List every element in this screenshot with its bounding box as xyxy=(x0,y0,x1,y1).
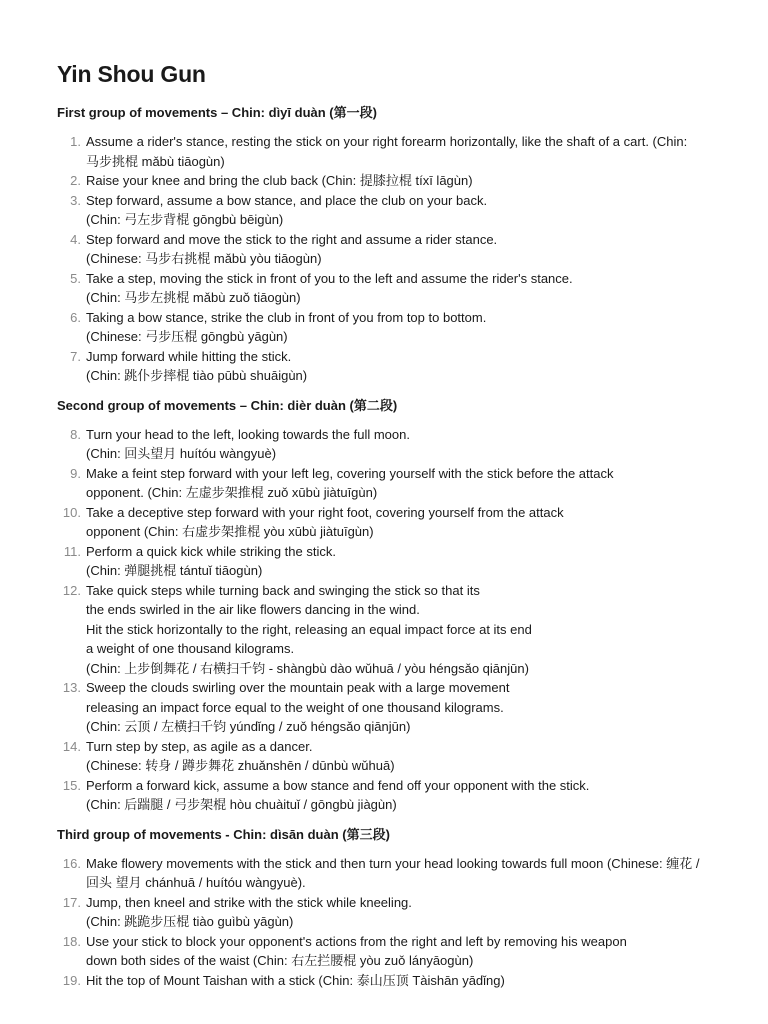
list-item xyxy=(57,776,728,815)
list-item-number: 18. xyxy=(62,933,81,949)
list-item-text-line: Make flowery movements with the stick and then turn your head looking towards full moon (Chinese: 缠花 / xyxy=(86,855,700,871)
list-item-text-line: (Chin: 弓左步背棍 gōngbù bēigùn) xyxy=(86,212,284,227)
list-item-text-line: (Chin: 弹腿挑棍 tántuǐ tiāogùn) xyxy=(86,563,263,578)
list-item-text-line: 马步挑棍 mǎbù tiāogùn) xyxy=(86,153,225,169)
list-item-text-line: Taking a bow stance, strike the club in front of you from top to bottom. xyxy=(86,309,487,325)
section-heading: First group of movements – Chin: dìyī duàn (第一段) xyxy=(57,105,377,120)
list-item-text-line: (Chinese: 弓步压棍 gōngbù yāgùn) xyxy=(86,329,288,344)
list-item-number: 9. xyxy=(70,465,81,481)
list-item-text-line: Assume a rider's stance, resting the stick on your right forearm horizontally, like the shaft of a cart. (Chin: xyxy=(86,134,688,149)
section-heading: Third group of movements - Chin: dìsān duàn (第三段) xyxy=(57,826,390,842)
list-item-text-line: down both sides of the waist (Chin: 右左拦腰棍 yòu zuǒ lányāogùn) xyxy=(86,953,474,968)
list-item-text-line: Perform a quick kick while striking the stick. xyxy=(86,543,336,559)
list-item-text-line: (Chin: 马步左挑棍 mǎbù zuǒ tiāogùn) xyxy=(86,290,301,305)
list-item xyxy=(57,678,728,737)
list-item-text-line: a weight of one thousand kilograms. xyxy=(86,641,295,656)
list-item-number: 2. xyxy=(70,173,81,188)
list-item-text-line: Raise your knee and bring the club back (Chin: 提膝拉棍 tíxī lāgùn) xyxy=(86,173,473,188)
list-item-text-line: Use your stick to block your opponent's actions from the right and left by removing his weapon xyxy=(86,933,627,949)
document-content xyxy=(57,104,728,990)
list-item xyxy=(57,308,728,347)
list-item xyxy=(57,132,728,171)
list-item-text-line: Jump forward while hitting the stick. xyxy=(86,348,292,364)
list-item-text-line: releasing an impact force equal to the weight of one thousand kilograms. xyxy=(86,699,504,715)
list-item-number: 15. xyxy=(62,777,81,793)
list-item-number: 10. xyxy=(62,504,81,520)
list-item-number: 1. xyxy=(70,134,81,149)
list-item-text-line: Make a feint step forward with your left leg, covering yourself with the stick before the attack xyxy=(86,465,614,481)
list-item-text-line: (Chin: 跳仆步摔棍 tiào pūbù shuāigùn) xyxy=(86,368,308,383)
list-item-text-line: 回头 望月 chánhuā / huítóu wàngyuè). xyxy=(86,875,306,890)
list-item-text-line: the ends swirled in the air like flowers dancing in the wind. xyxy=(86,602,420,617)
list-item xyxy=(57,893,728,932)
list-item-text-line: (Chin: 回头望月 huítóu wàngyuè) xyxy=(86,446,277,461)
list-item-text-line: Turn step by step, as agile as a dancer. xyxy=(86,738,313,754)
list-item xyxy=(57,171,728,191)
movement-list xyxy=(57,132,728,386)
list-item xyxy=(57,737,728,776)
list-item-text-line: Turn your head to the left, looking towards the full moon. xyxy=(86,426,410,442)
list-item-text-line: Take quick steps while turning back and swinging the stick so that its xyxy=(86,582,480,598)
movement-list xyxy=(57,854,728,991)
list-item-text-line: (Chinese: 转身 / 蹲步舞花 zhuǎnshēn / dūnbù wǔhuā) xyxy=(86,758,395,773)
list-item-number: 14. xyxy=(62,738,81,754)
movement-list xyxy=(57,425,728,815)
list-item-text-line: (Chin: 后踹腿 / 弓步架棍 hòu chuàituǐ / gōngbù jiàgùn) xyxy=(86,797,397,812)
list-item xyxy=(57,269,728,308)
page-title: Yin Shou Gun xyxy=(57,61,206,87)
list-item xyxy=(57,191,728,230)
list-item-number: 5. xyxy=(70,270,81,286)
list-item xyxy=(57,464,728,503)
list-item-text-line: Jump, then kneel and strike with the stick while kneeling. xyxy=(86,894,412,910)
list-item-number: 12. xyxy=(62,582,81,598)
list-item xyxy=(57,971,728,991)
list-item-text-line: opponent. (Chin: 左虚步架推棍 zuǒ xūbù jiàtuīgùn) xyxy=(86,485,378,500)
list-item-text-line: (Chin: 上步倒舞花 / 右横扫千钧 - shàngbù dào wǔhuā / yòu héngsǎo qiānjūn) xyxy=(86,660,529,676)
list-item-text-line: (Chin: 云顶 / 左横扫千钧 yúndǐng / zuǒ héngsǎo qiānjūn) xyxy=(86,719,411,734)
list-item-text-line: Step forward, assume a bow stance, and place the club on your back. xyxy=(86,192,488,208)
list-item xyxy=(57,932,728,971)
list-item xyxy=(57,230,728,269)
list-item-number: 6. xyxy=(70,309,81,325)
list-item xyxy=(57,503,728,542)
list-item-text-line: Perform a forward kick, assume a bow stance and fend off your opponent with the stick. xyxy=(86,777,590,793)
list-item-number: 8. xyxy=(70,426,81,442)
list-item xyxy=(57,347,728,386)
list-item-number: 3. xyxy=(70,192,81,208)
section-heading: Second group of movements – Chin: dièr duàn (第二段) xyxy=(57,397,398,413)
list-item xyxy=(57,854,728,893)
list-item-number: 4. xyxy=(70,231,81,247)
list-item-number: 16. xyxy=(62,855,81,871)
list-item-text-line: (Chinese: 马步右挑棍 mǎbù yòu tiāogùn) xyxy=(86,251,322,266)
list-item-text-line: opponent (Chin: 右虚步架推棍 yòu xūbù jiàtuīgùn) xyxy=(86,524,374,539)
list-item xyxy=(57,542,728,581)
list-item-text-line: Hit the stick horizontally to the right, releasing an equal impact force at its end xyxy=(86,621,532,637)
list-item-number: 11. xyxy=(63,543,81,559)
list-item-text-line: Hit the top of Mount Taishan with a stick (Chin: 泰山压顶 Tàishān yādǐng) xyxy=(86,972,505,988)
list-item-text-line: Take a step, moving the stick in front of you to the left and assume the rider's stance. xyxy=(86,270,573,286)
list-item-number: 17. xyxy=(62,894,81,910)
list-item xyxy=(57,425,728,464)
list-item-number: 7. xyxy=(70,348,81,364)
list-item-text-line: Sweep the clouds swirling over the mountain peak with a large movement xyxy=(86,680,510,695)
list-item-text-line: Take a deceptive step forward with your right foot, covering yourself from the attack xyxy=(86,504,564,520)
list-item xyxy=(57,581,728,679)
list-item-text-line: Step forward and move the stick to the right and assume a rider stance. xyxy=(86,231,498,247)
list-item-number: 19. xyxy=(62,972,81,988)
list-item-number: 13. xyxy=(62,680,81,695)
list-item-text-line: (Chin: 跳跪步压棍 tiào guìbù yāgùn) xyxy=(86,914,294,929)
